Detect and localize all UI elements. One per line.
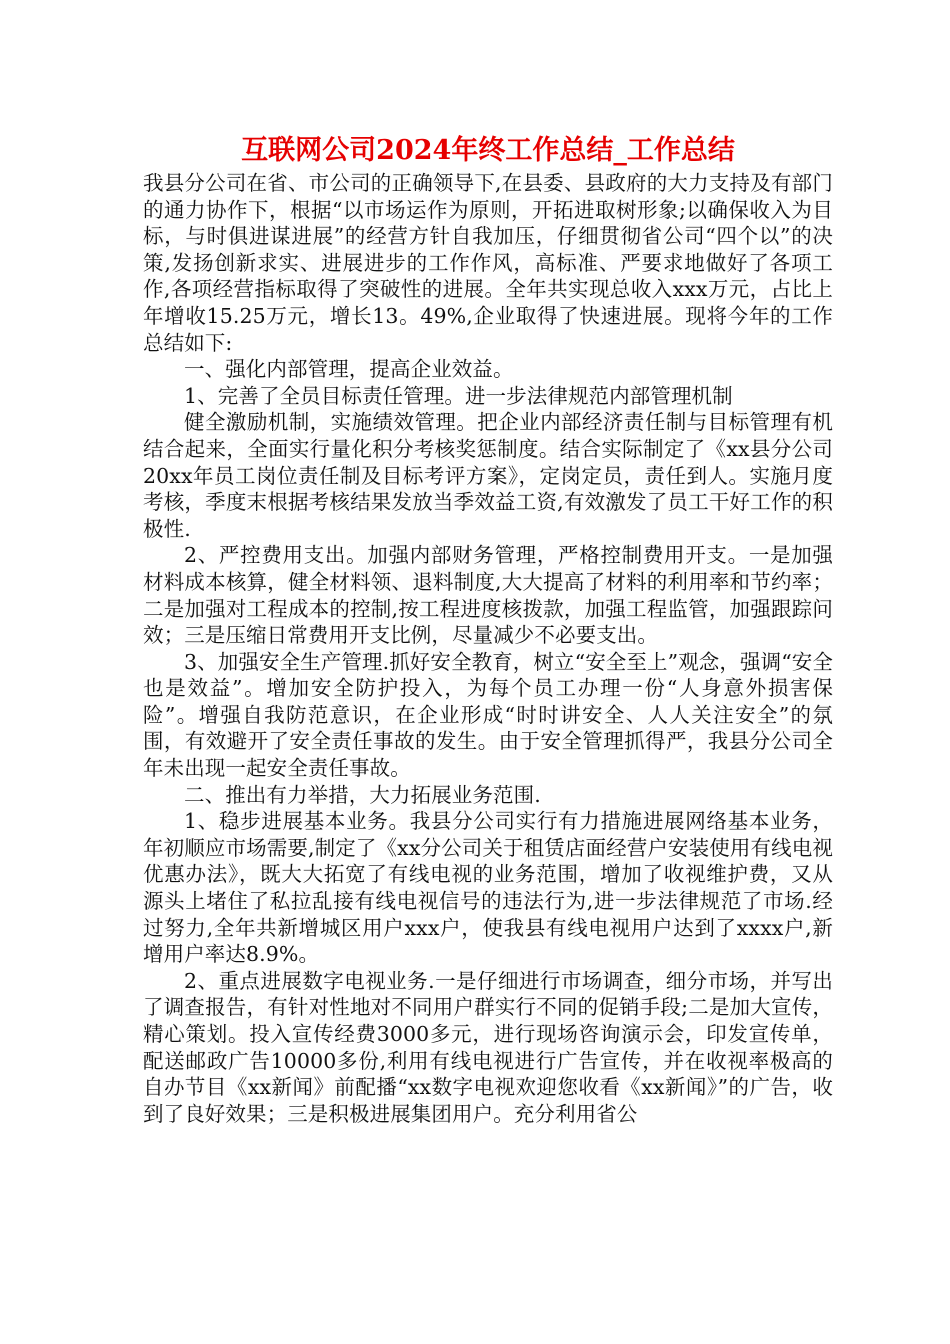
section-heading-2: 二、推出有力举措，大力拓展业务范围. bbox=[184, 782, 541, 807]
section-heading-1: 一、强化内部管理，提高企业效益。 bbox=[184, 357, 514, 382]
paragraph-1-2: 2、严控费用支出。加强内部财务管理，严格控制费用开支。一是加强材料成本核算，健全材料领、退料制度,大大提高了材料的利用率和节约率；二是加强对工程成本的控制,按工程进度核拨款，加强工程监管，加强跟踪问效；三是压缩日常费用开支比例，尽量减少不必要支出。 bbox=[143, 543, 833, 648]
paragraph-2-1: 1、稳步进展基本业务。我县分公司实行有力措施进展网络基本业务，年初顺应市场需要,制定了《xx分公司关于租赁店面经营户安装使用有线电视优惠办法》，既大大拓宽了有线电视的业务范围，增加了收视维护费，又从源头上堵住了私拉乱接有线电视信号的违法行为,进一步法律规范了市场.经过努力,全年共新增城区用户xxx户，使我县有线电视用户达到了xxxx户,新增用户率达8.9%。 bbox=[143, 809, 833, 967]
document-title: 互联网公司2024年终工作总结_工作总结 bbox=[241, 135, 735, 166]
paragraph-intro: 我县分公司在省、市公司的正确领导下,在县委、县政府的大力支持及有部门的通力协作下，根据“以市场运作为原则，开拓进取树形象;以确保收入为目标，与时俱进谋进展”的经营方针自我加压，仔细贯彻省公司“四个以”的决策,发扬创新求实、进展进步的工作作风，高标准、严要求地做好了各项工作,各项经营指标取得了突破性的进展。全年共实现总收入xxx万元，占比上年增收15.25万元，增长13。49%,企业取得了快速进展。现将今年的工作总结如下: bbox=[143, 171, 833, 355]
paragraph-1-1: 1、完善了全员目标责任管理。进一步法律规范内部管理机制 bbox=[184, 383, 733, 408]
document-body bbox=[143, 170, 833, 1127]
document-page bbox=[143, 134, 833, 1127]
paragraph-1-3: 3、加强安全生产管理.抓好安全教育，树立“安全至上”观念，强调“安全也是效益”。增加安全防护投入，为每个员工办理一份“人身意外损害保险”。增强自我防范意识，在企业形成“时时讲安全、人人关注安全”的氛围，有效避开了安全责任事故的发生。由于安全管理抓得严，我县分公司全年未出现一起安全责任事故。 bbox=[143, 649, 833, 781]
paragraph-1-1-detail: 健全激励机制，实施绩效管理。把企业内部经济责任制与目标管理有机结合起来，全面实行量化积分考核奖惩制度。结合实际制定了《xx县分公司20xx年员工岗位责任制及目标考评方案》，定岗定员，责任到人。实施月度考核，季度末根据考核结果发放当季效益工资,有效激发了员工干好工作的积极性. bbox=[143, 410, 833, 541]
paragraph-2-2: 2、重点进展数字电视业务.一是仔细进行市场调查，细分市场，并写出了调查报告，有针对性地对不同用户群实行不同的促销手段;二是加大宣传，精心策划。投入宣传经费3000多元，进行现场咨询演示会，印发宣传单，配送邮政广告10000多份,利用有线电视进行广告宣传，并在收视率极高的自办节目《xx新闻》前配播“xx数字电视欢迎您收看《xx新闻》”的广告，收到了良好效果；三是积极进展集团用户。充分利用省公 bbox=[143, 968, 833, 1126]
